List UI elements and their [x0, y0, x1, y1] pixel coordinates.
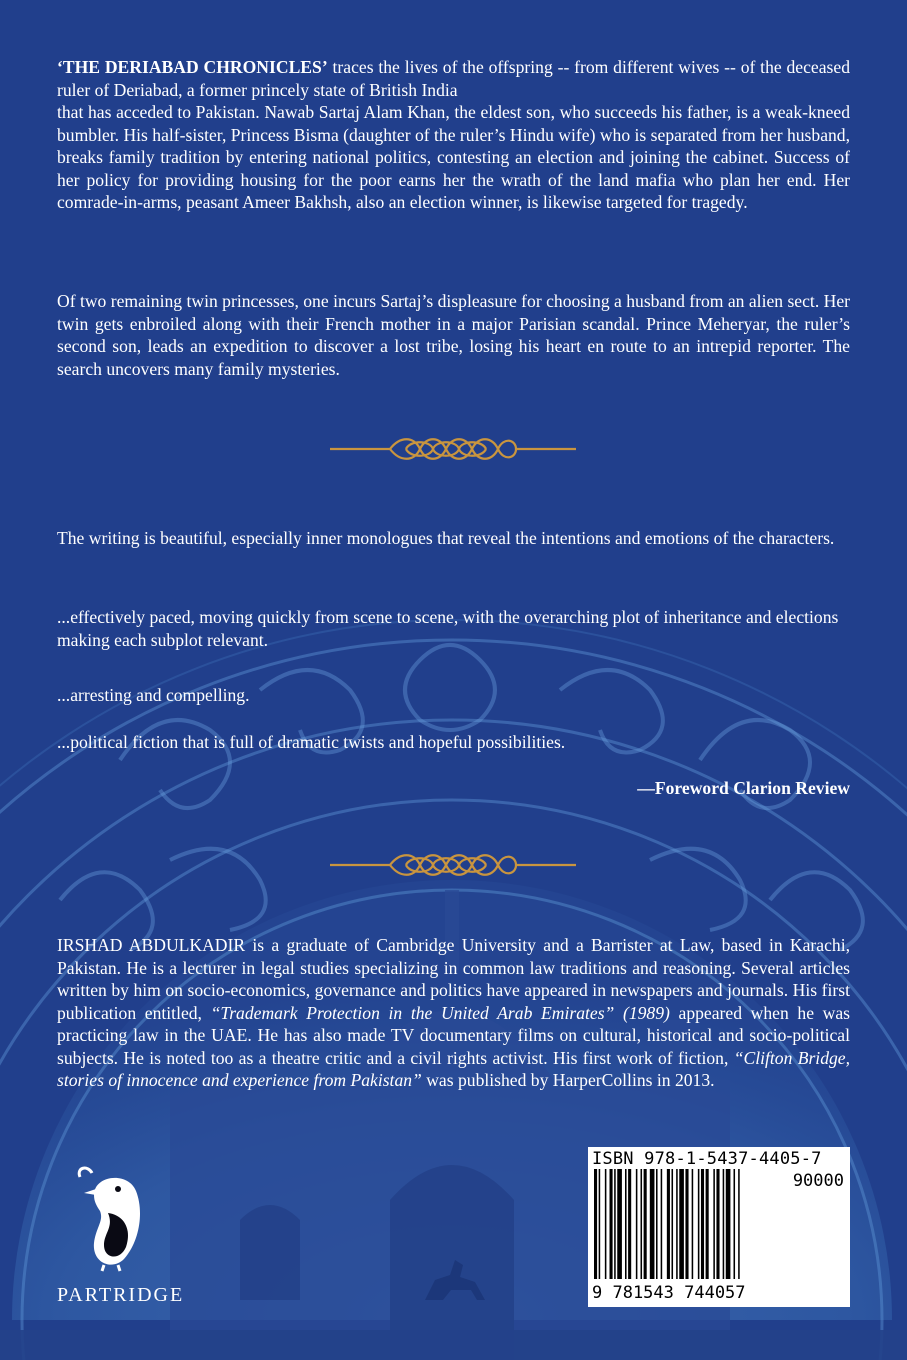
- divider-ornament: [330, 432, 576, 466]
- isbn-text: ISBN 978-1-5437-4405-7: [592, 1149, 822, 1169]
- bio-book-2: “Clifton Bridge, stories of innocence and experience from Pakistan”: [57, 1047, 851, 1090]
- bio-text-c: was published by HarperCollins in 2013.: [421, 1070, 715, 1090]
- isbn-barcode: [588, 1147, 850, 1307]
- synopsis-text-a: traces the lives of the offspring -- from different wives -- of the deceased ruler of Deriabad, a former princely state of British India: [57, 57, 850, 100]
- synopsis-text-b: that has acceded to Pakistan. Nawab Sartaj Alam Khan, the eldest son, who succeeds his father, is a weak-kneed bumbler. His half-sister, Princess Bisma (daughter of the ruler’s Hindu wife) who is separated from her husband, breaks family tradition by entering national politics, contesting an election and joining the cabinet. Success of her policy for providing housing for the poor earns her the wrath of the land mafia who plan her end. Her comrade-in-arms, peasant Ameer Bakhsh, also an election winner, is likewise targeted for tragedy.: [57, 102, 850, 212]
- review-quote-2: ...effectively paced, moving quickly from scene to scene, with the overarching plot of inheritance and elections making each subplot relevant.: [57, 607, 839, 650]
- publisher-name: PARTRIDGE: [57, 1284, 185, 1306]
- author-bio: [57, 934, 850, 1092]
- barcode-bars: [594, 1169, 784, 1281]
- barcode-number: 9 781543 744057: [592, 1283, 746, 1303]
- divider-ornament: [330, 848, 576, 882]
- review-quote-4: ...political fiction that is full of dramatic twists and hopeful possibilities.: [57, 732, 566, 752]
- book-title: ‘THE DERIABAD CHRONICLES’: [57, 57, 328, 77]
- price-code: 90000: [792, 1171, 844, 1191]
- bio-book-1: “Trademark Protection in the United Arab Emirates” (1989): [210, 1002, 670, 1023]
- bio-text-b: appeared when he was practicing law in the UAE. He has also made TV documentary films on cultural, historical and socio-political subjects. He is noted too as a theatre critic and a civil rights activist. His first work of fiction,: [57, 1002, 851, 1068]
- synopsis-paragraph-1: [57, 56, 850, 214]
- review-quote-1: The writing is beautiful, especially inner monologues that reveal the intentions and emotions of the characters.: [57, 528, 835, 548]
- partridge-bird-icon: [74, 1163, 164, 1273]
- review-attribution: —Foreword Clarion Review: [637, 778, 850, 798]
- synopsis-paragraph-2: Of two remaining twin princesses, one incurs Sartaj’s displeasure for choosing a husband from an alien sect. Her twin gets enbroiled along with their French mother in a major Parisian scandal. Prince Meheryar, the ruler’s second son, leads an expedition to discover a lost tribe, losing his heart en route to an intrepid reporter. The search uncovers many family mysteries.: [57, 291, 850, 379]
- bio-text-a: IRSHAD ABDULKADIR is a graduate of Cambridge University and a Barrister at Law, based in Karachi, Pakistan. He is a lecturer in legal studies specializing in common law traditions and reasoning. Several articles written by him on socio-economics, governance and politics have appeared in newspapers and journals. His first publication entitled,: [57, 935, 850, 1023]
- review-quote-3: ...arresting and compelling.: [57, 685, 250, 705]
